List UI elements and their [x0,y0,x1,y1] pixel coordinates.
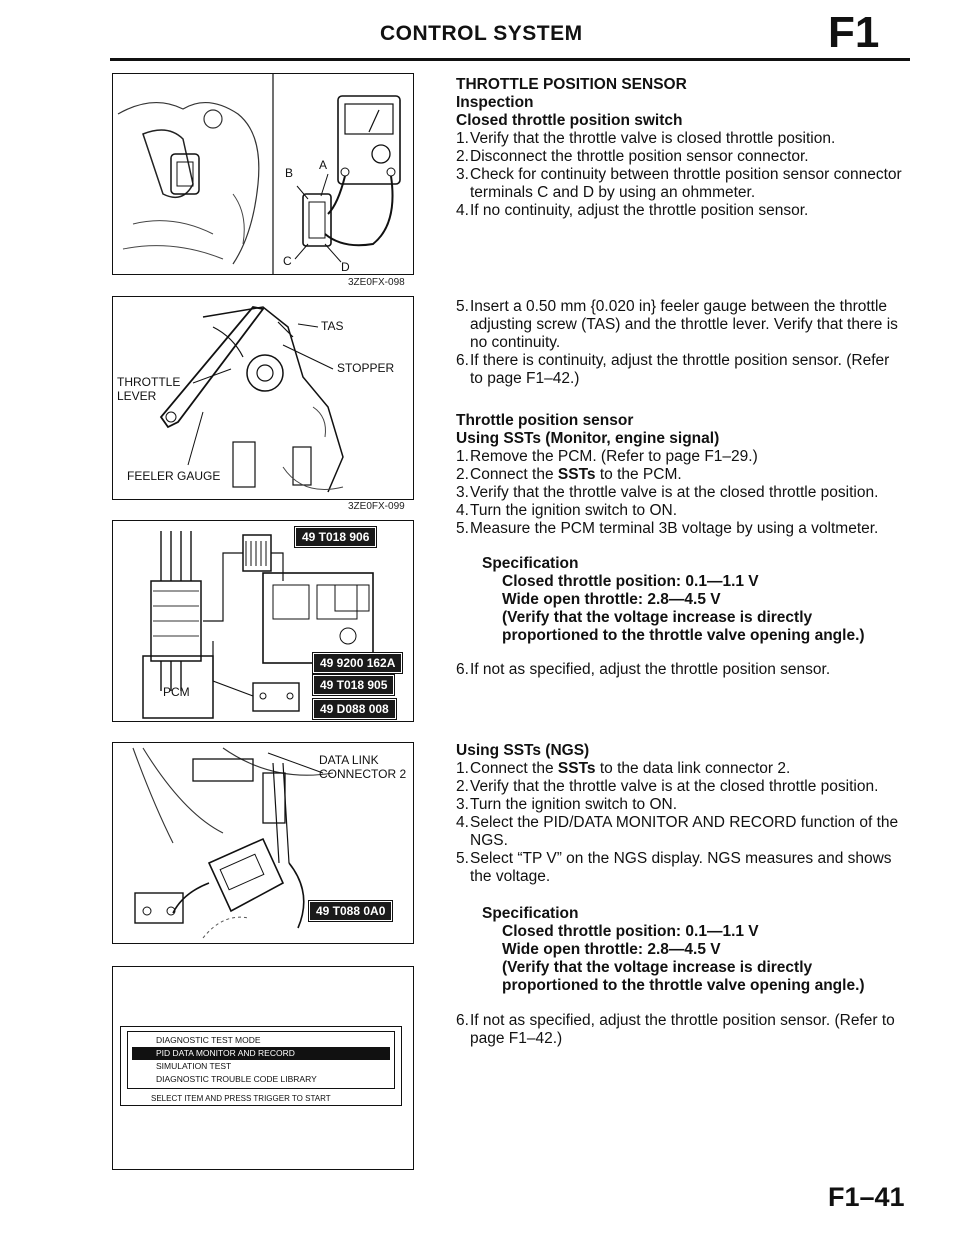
list-item: 4. Turn the ignition switch to ON. [456,502,678,519]
tas-label: TAS [321,319,344,333]
figure-feeler-gauge [112,296,414,500]
lever-label: LEVER [117,389,157,403]
list-item: 5. Select “TP V” on the NGS display. NGS measures and shows the voltage. [456,850,892,885]
page-number: F1–41 [828,1182,905,1212]
page-title: CONTROL SYSTEM [380,22,583,45]
menu-item-pid-data-monitor: PID DATA MONITOR AND RECORD [132,1047,390,1060]
list-item: 5. Insert a 0.50 mm {0.020 in} feeler gauge between the throttle adjusting screw (TAS) and the throttle lever. Verify that there is no continuity. [456,298,898,351]
terminal-b-label: B [285,166,294,180]
header-rule [110,58,910,61]
list-item: 3. Turn the ignition switch to ON. [456,796,678,813]
throttle-label: THROTTLE [117,375,181,389]
sst-49-t088-0a0: 49 T088 0A0 [309,901,392,921]
heading-closed-throttle-switch: Closed throttle position switch [456,112,683,129]
menu-item-diagnostic-test-mode: DIAGNOSTIC TEST MODE [156,1035,261,1045]
list-item: 4. If no continuity, adjust the throttle position sensor. [456,202,809,219]
terminal-d-label: D [341,260,350,274]
ngs-menu-screen [120,1026,402,1106]
heading-throttle-position-sensor: Throttle position sensor [456,412,634,429]
figure-ohmmeter-check [112,73,414,275]
figure-code: 3ZE0FX-098 [348,277,405,288]
section-code: F1 [828,8,880,57]
heading-using-ssts-ngs: Using SSTs (NGS) [456,742,590,759]
list-item: 5. Measure the PCM terminal 3B voltage by using a voltmeter. [456,520,879,537]
section-tps-ngs [456,742,906,1048]
menu-item-dtc-library: DIAGNOSTIC TROUBLE CODE LIBRARY [156,1074,317,1084]
list-item: 1. Connect the SSTs to the data link connector 2. [456,760,791,777]
list-item: 1. Verify that the throttle valve is closed throttle position. [456,130,836,147]
heading-tps: THROTTLE POSITION SENSOR [456,76,687,93]
pcm-label: PCM [163,685,190,699]
data-link-label: DATA LINK [319,753,379,767]
terminal-a-label: A [319,158,328,172]
specification-block: Specification Closed throttle position: 0.1—1.1 V Wide open throttle: 2.8—4.5 V (Verify that the voltage increase is directly proportioned to the throttle valve opening angle.) [482,555,865,644]
list-item: 3. Check for continuity between throttle position sensor connector terminals C and D by using an ohmmeter. [456,166,902,201]
list-item: 2. Disconnect the throttle position sensor connector. [456,148,809,165]
section-closed-throttle-switch [456,76,906,220]
sst-49-d088-008: 49 D088 008 [313,699,396,719]
menu-item-simulation-test: SIMULATION TEST [156,1061,232,1071]
figure-ngs-connector [112,742,414,944]
heading-inspection: Inspection [456,94,534,111]
connector-2-label: CONNECTOR 2 [319,767,407,781]
sst-49-9200-162a: 49 9200 162A [313,653,402,673]
list-item: 2. Connect the SSTs to the PCM. [456,466,682,483]
section-tps-monitor [456,412,906,679]
specification-block: Specification Closed throttle position: 0.1—1.1 V Wide open throttle: 2.8—4.5 V (Verify that the voltage increase is directly proportioned to the throttle valve opening angle.) [482,905,865,994]
list-item: 6. If there is continuity, adjust the throttle position sensor. (Refer to page F1–42.) [456,352,890,387]
list-item: 3. Verify that the throttle valve is at the closed throttle position. [456,484,879,501]
list-item: 4. Select the PID/DATA MONITOR AND RECORD function of the NGS. [456,814,899,849]
list-item: 2. Verify that the throttle valve is at the closed throttle position. [456,778,879,795]
sst-49-t018-906: 49 T018 906 [295,527,376,547]
stopper-label: STOPPER [337,361,395,375]
list-item: 1. Remove the PCM. (Refer to page F1–29.) [456,448,758,465]
heading-using-ssts-monitor: Using SSTs (Monitor, engine signal) [456,430,720,447]
ohmmeter-illustration [113,74,413,274]
figure-sst-pcm [112,520,414,722]
sst-49-t018-905: 49 T018 905 [313,675,394,695]
figure-code: 3ZE0FX-099 [348,501,405,512]
list-item: 6. If not as specified, adjust the throttle position sensor. [456,661,831,678]
feeler-gauge-label: FEELER GAUGE [127,469,221,483]
list-item: 6. If not as specified, adjust the throttle position sensor. (Refer to page F1–42.) [456,1012,895,1047]
section-feeler-gauge-steps [456,298,906,388]
terminal-c-label: C [283,254,292,268]
menu-footer: SELECT ITEM AND PRESS TRIGGER TO START [151,1094,331,1103]
